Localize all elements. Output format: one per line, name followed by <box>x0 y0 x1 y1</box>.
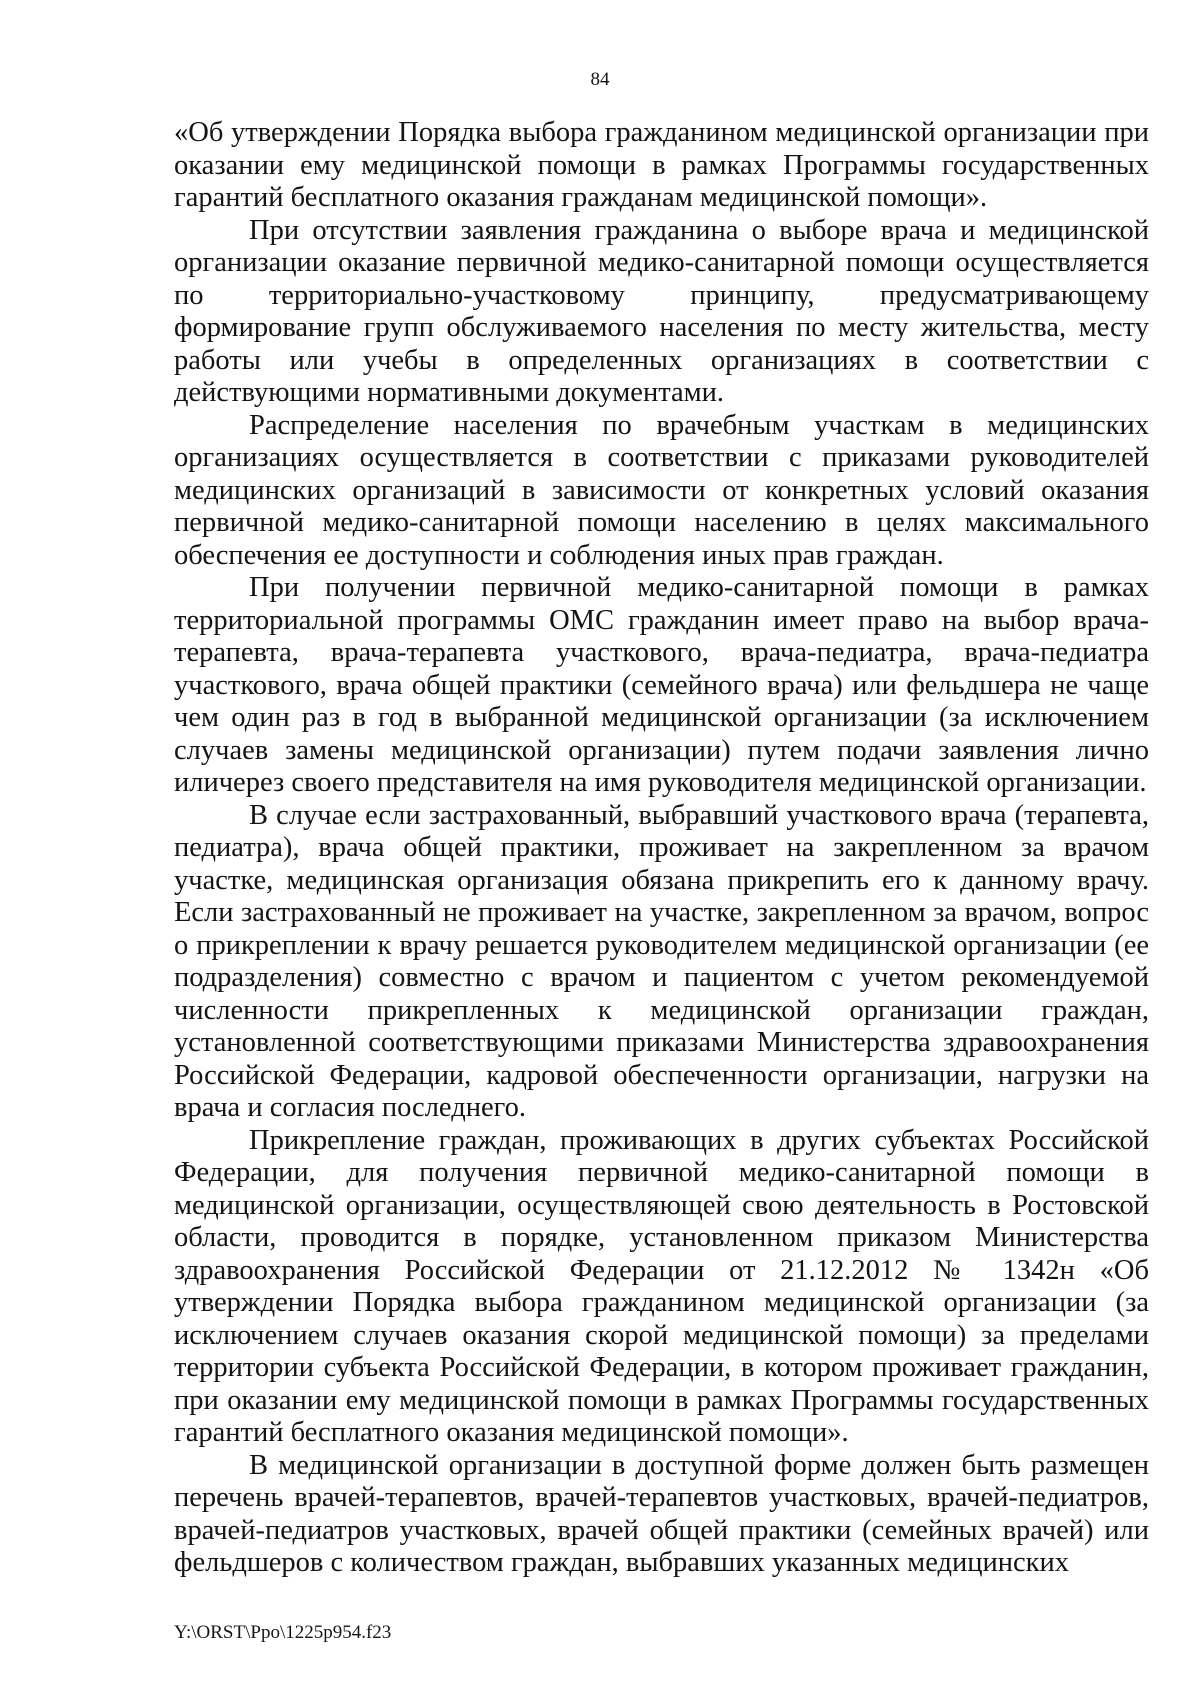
document-body <box>174 117 1149 1580</box>
footer-file-path: Y:\ORST\Ppo\1225p954.f23 <box>174 1622 392 1643</box>
page-number: 84 <box>590 69 610 90</box>
paragraph-doctors-list: В медицинской организации в доступной форме должен быть размещен перечень врачей-терапевтов, врачей-терапевтов участковых, врачей-педиатров, врачей-педиатров участковых, врачей общей практики (семейных врачей) или фельдшеров с количеством граждан, выбравших указанных медицинских <box>174 1449 1149 1578</box>
paragraph-territorial-principle: При отсутствии заявления гражданина о выборе врача и медицинской организации оказание первичной медико-санитарной помощи осуществляется по территориально-участковому принципу, предусматривающему формирование групп обслуживаемого населения по месту жительства, месту работы или учебы в определенных организациях в соответствии с действующими нормативными документами. <box>174 214 1149 408</box>
paragraph-continuation: «Об утверждении Порядка выбора гражданином медицинской организации при оказании ему медицинской помощи в рамках Программы государственных гарантий бесплатного оказания гражданам медицинской помощи». <box>174 117 1149 213</box>
paragraph-choice-of-doctor: При получении первичной медико-санитарной помощи в рамках территориальной программы ОМС гражданин имеет право на выбор врача-терапевта, врача-терапевта участкового, врача-педиатра, врача-педиатра участкового, врача общей практики (семейного врача) или фельдшера не чаще чем один раз в год в выбранной медицинской организации (за исключением случаев замены медицинской организации) путем подачи заявления лично иличерез своего представителя на имя руководителя медицинской организации. <box>174 572 1149 798</box>
paragraph-population-distribution: Распределение населения по врачебным участкам в медицинских организациях осуществляется в соответствии с приказами руководителей медицинских организаций в зависимости от конкретных условий оказания первичной медико-санитарной помощи населению в целях максимального обеспечения ее доступности и соблюдения иных прав граждан. <box>174 409 1149 571</box>
paragraph-attachment-to-doctor: В случае если застрахованный, выбравший участкового врача (терапевта, педиатра), врача общей практики, проживает на закрепленном за врачом участке, медицинская организация обязана прикрепить его к данному врачу. Если застрахованный не проживает на участке, закрепленном за врачом, вопрос о прикреплении к врачу решается руководителем медицинской организации (ее подразделения) совместно с врачом и пациентом с учетом рекомендуемой численности прикрепленных к медицинской организации граждан, установленной соответствующими приказами Министерства здравоохранения Российской Федерации, кадровой обеспеченности организации, нагрузки на врача и согласия последнего. <box>174 799 1149 1123</box>
paragraph-other-regions: Прикрепление граждан, проживающих в других субъектах Российской Федерации, для получения первичной медико-санитарной помощи в медицинской организации, осуществляющей свою деятельность в Ростовской области, проводится в порядке, установленном приказом Министерства здравоохранения Российской Федерации от 21.12.2012 № 1342н «Об утверждении Порядка выбора гражданином медицинской организации (за исключением случаев оказания скорой медицинской помощи) за пределами территории субъекта Российской Федерации, в котором проживает гражданин, при оказании ему медицинской помощи в рамках Программы государственных гарантий бесплатного оказания медицинской помощи». <box>174 1124 1149 1448</box>
